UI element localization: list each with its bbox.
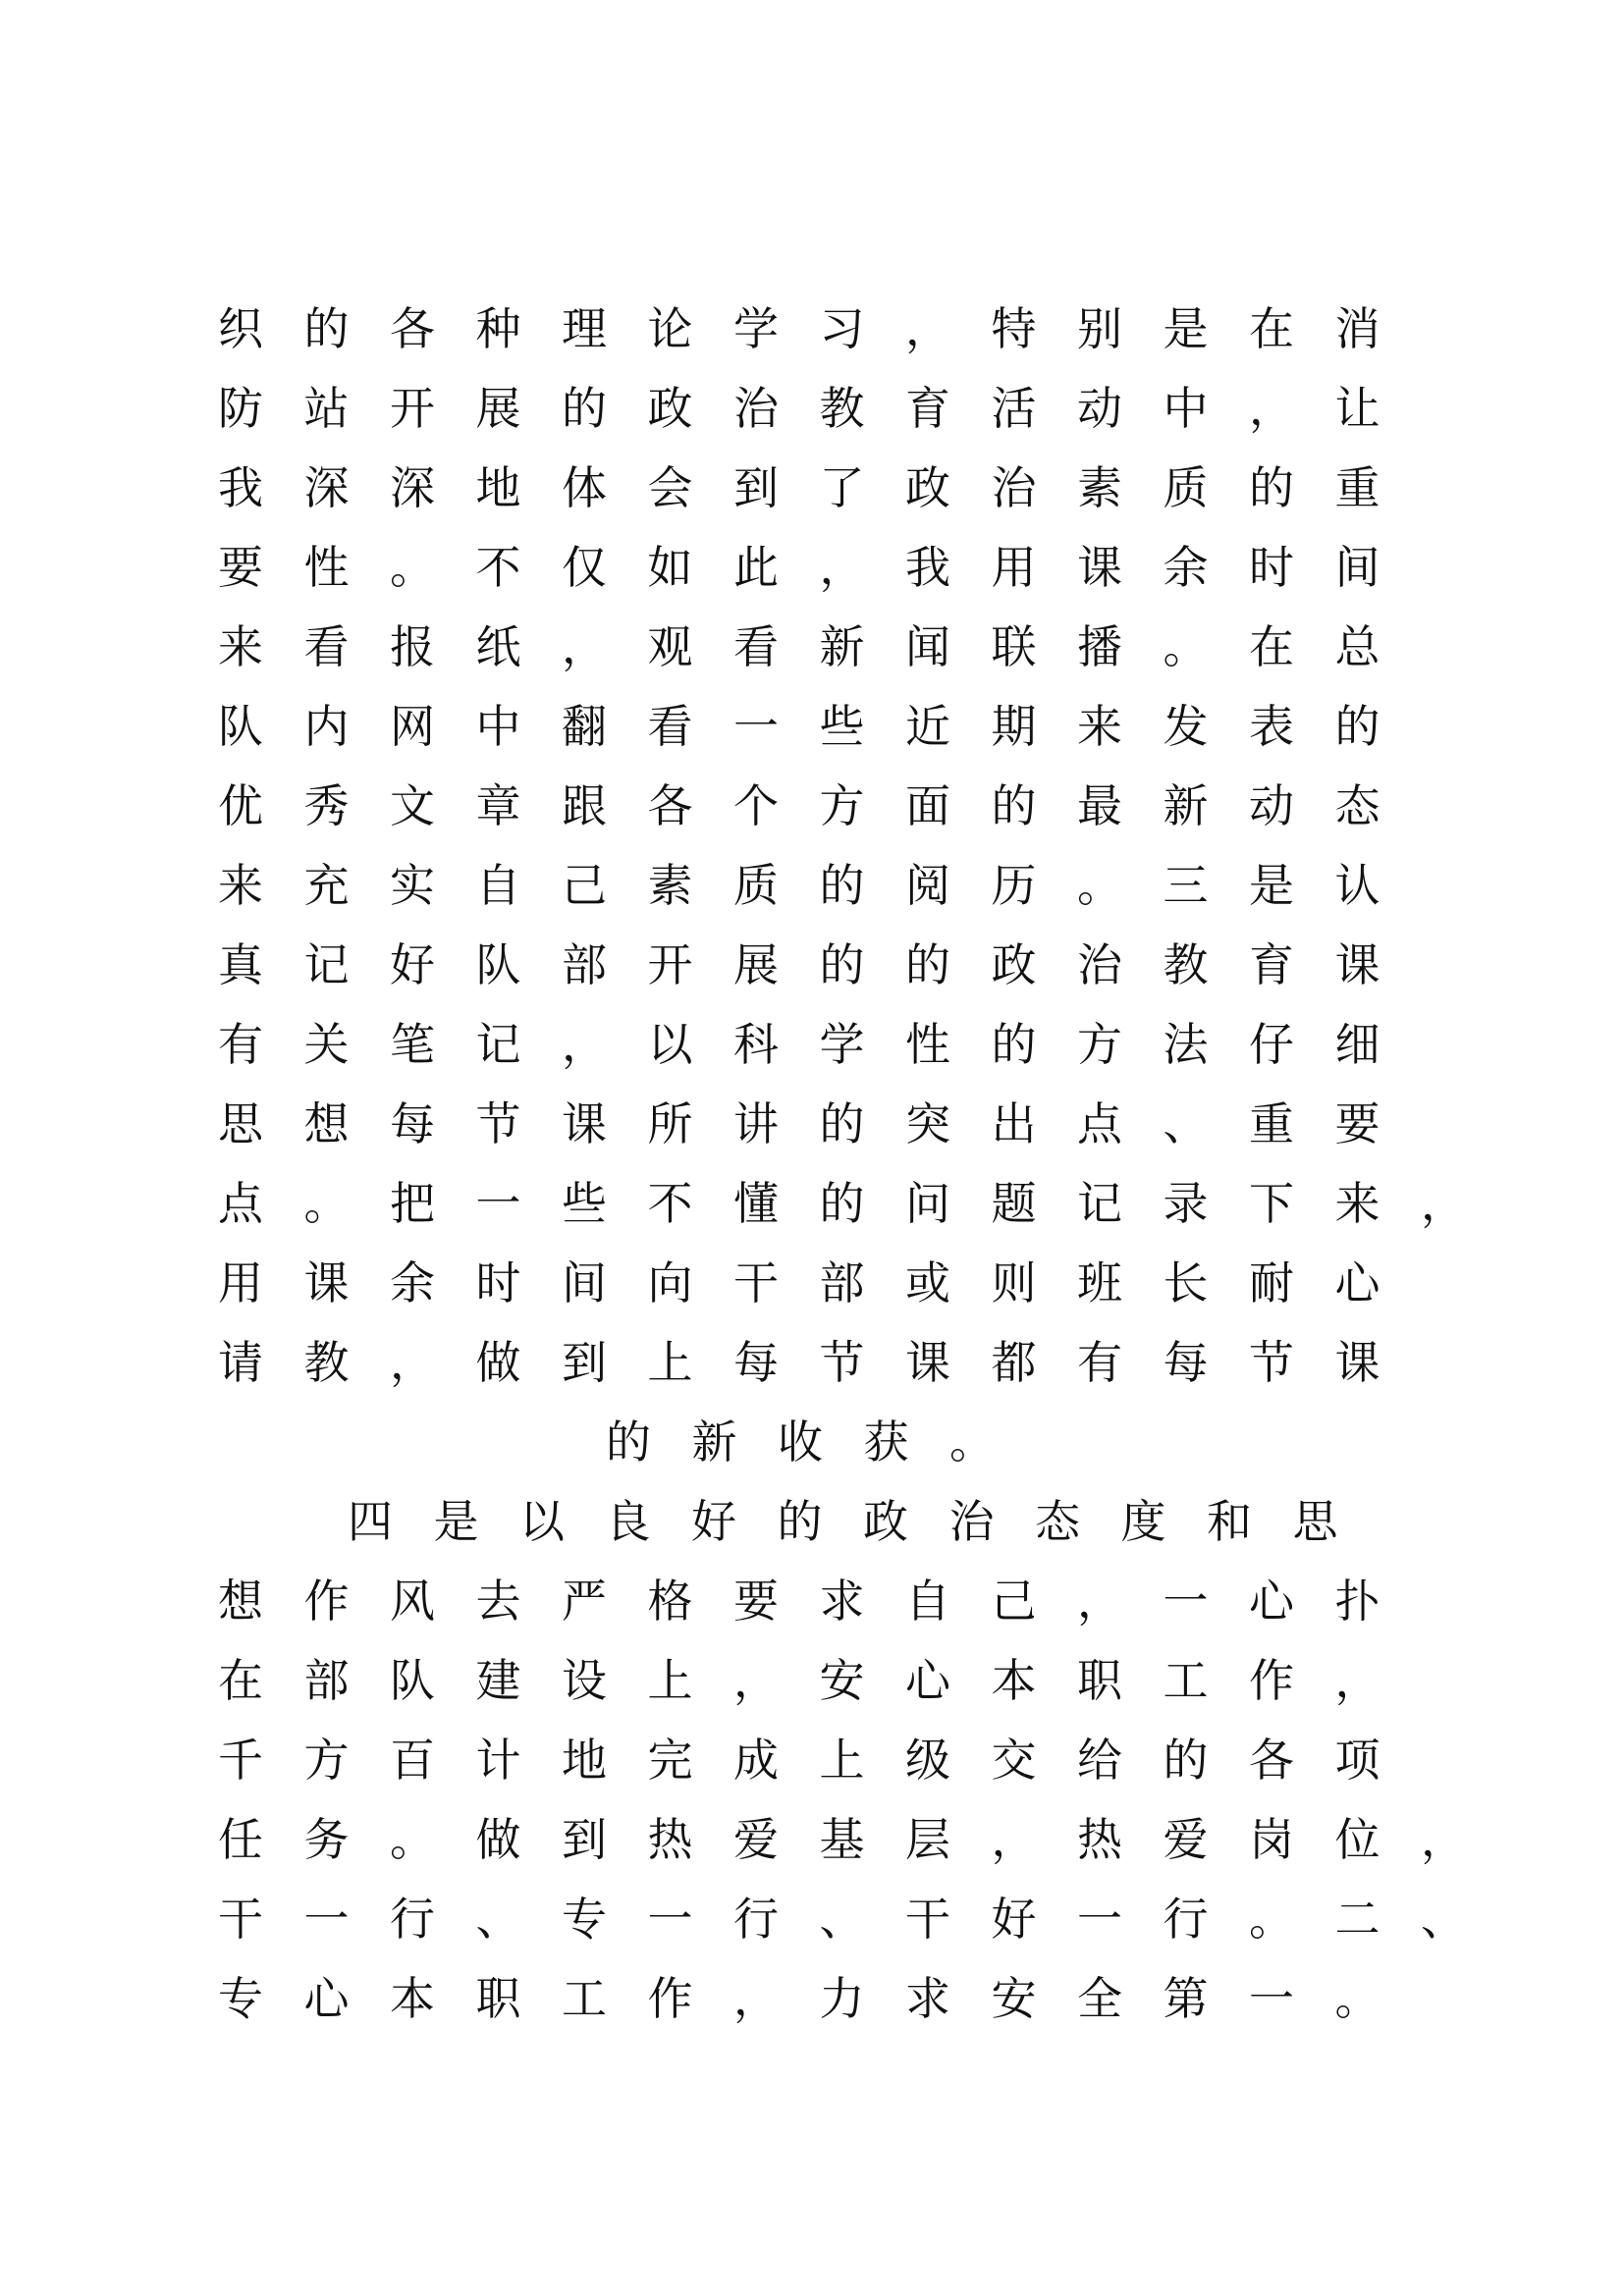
body-text-line: 专心本职工作，力求安全第一。: [218, 1972, 1421, 2025]
body-text-line: 来看报纸，观看新闻联播。在总: [218, 620, 1421, 673]
body-text-line: 有关笔记，以科学性的方法仔细: [218, 1018, 1421, 1071]
body-text-line: 织的各种理论学习，特别是在消: [218, 302, 1421, 355]
body-text-line: 思想每节课所讲的突出点、重要: [218, 1097, 1421, 1150]
body-text-line: 请教，做到上每节课都有每节课: [218, 1336, 1421, 1389]
paragraph-first-line: 四是以良好的政治态度和思: [348, 1495, 1379, 1548]
body-text-line: 要性。不仅如此，我用课余时间: [218, 541, 1421, 594]
body-text-line: 来充实自己素质的阅历。三是认: [218, 859, 1421, 912]
body-text-line: 千方百计地完成上级交给的各项: [218, 1734, 1421, 1787]
body-text-line: 防站开展的政治教育活动中，让: [218, 382, 1421, 435]
body-text-line: 我深深地体会到了政治素质的重: [218, 461, 1421, 514]
body-text-line: 用课余时间向干部或则班长耐心: [218, 1256, 1421, 1309]
body-text-line: 点。把一些不懂的问题记录下来，: [218, 1177, 1507, 1230]
body-text-line: 真记好队部开展的的政治教育课: [218, 938, 1421, 991]
body-text-line: 在部队建设上，安心本职工作，: [218, 1654, 1421, 1707]
body-text-line: 任务。做到热爱基层，热爱岗位，: [218, 1813, 1507, 1866]
body-text-line: 干一行、专一行、干好一行。二、: [218, 1893, 1507, 1946]
body-text-line: 想作风去严格要求自己，一心扑: [218, 1575, 1421, 1628]
body-text-line: 优秀文章跟各个方面的最新动态: [218, 779, 1421, 832]
body-text-line: 队内网中翻看一些近期来发表的: [218, 700, 1421, 753]
paragraph-closing-line: 的新收获。: [606, 1415, 1036, 1468]
